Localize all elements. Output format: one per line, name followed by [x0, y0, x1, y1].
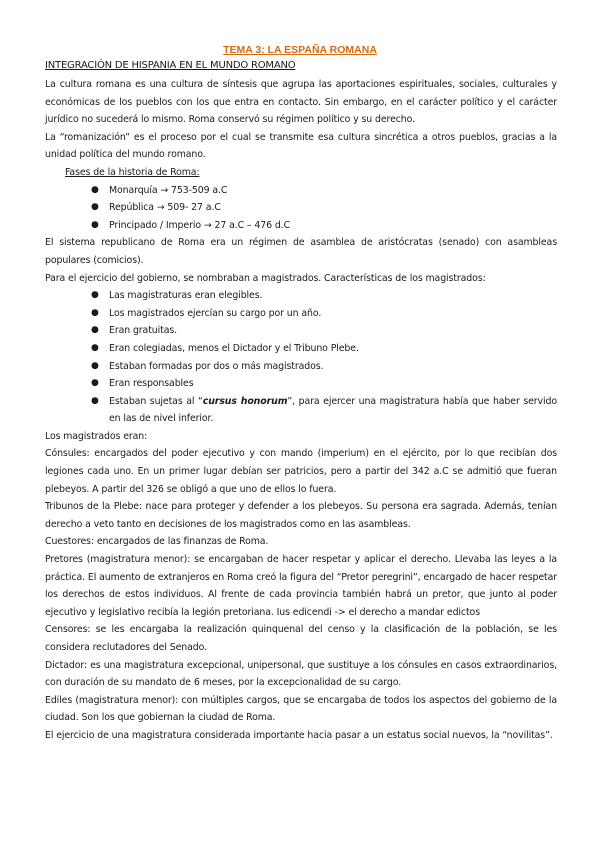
censores-paragraph: Censores: se les encargaba la realización quinquenal del censo y la clasificación de la población, se les considera reclutadores del Senado. — [45, 624, 557, 653]
dictador-paragraph: Dictador: es una magistratura excepcional, unipersonal, que sustituye a los cónsules en casos extraordinarios, con duración de su mandato de 6 meses, por la excepcionalidad de su cargo. — [45, 659, 557, 689]
intro-paragraph-1: La cultura romana es una cultura de síntesis que agrupa las aportaciones espirituales, sociales, culturales y económicas de los pueblos con los que entra en contacto. Sin embargo, en el carácter político y el carácter jurídico no sucederá lo mismo. Roma conservó su régimen político y su derecho. — [45, 79, 557, 126]
list-item: ● Eran gratuitas. — [45, 322, 557, 340]
bullet-icon: ● — [91, 342, 99, 353]
novilitas-paragraph: El ejercicio de una magistratura considerada importante hacia pasar a un estatus social nuevos, la “novilitas”. — [45, 729, 553, 741]
page-title: TEMA 3: LA ESPAÑA ROMANA — [223, 44, 377, 56]
cuestores-paragraph: Cuestores: encargados de las finanzas de Roma. — [45, 536, 269, 548]
cursus-honorum-term: cursus honorum — [202, 395, 288, 407]
list-item: ● Eran colegiadas, menos el Dictador y el Tribuno Plebe. — [45, 340, 557, 358]
bullet-icon: ● — [91, 202, 99, 213]
republic-paragraph: El sistema republicano de Roma era un régimen de asamblea de aristócratas (senado) con asambleas populares (comicios). — [45, 237, 557, 266]
body-text — [45, 76, 557, 745]
bullet-icon: ● — [91, 307, 99, 318]
bullet-icon: ● — [91, 395, 99, 406]
phases-title: Fases de la historia de Roma: — [65, 166, 200, 178]
bullet-icon: ● — [91, 378, 99, 389]
list-item: ● Monarquía → 753-509 a.C — [45, 182, 557, 200]
phases-list — [45, 182, 557, 235]
list-item: ● Los magistrados ejercían su cargo por un año. — [45, 305, 557, 323]
list-item: ● Las magistraturas eran elegibles. — [45, 287, 557, 305]
list-item: ● Estaban sujetas al “cursus honorum”, para ejercer una magistratura había que haber servido en las de nivel inferior. — [45, 393, 557, 428]
list-item: ● República → 509- 27 a.C — [45, 199, 557, 217]
list-item: ● Principado / Imperio → 27 a.C – 476 d.C — [45, 217, 557, 235]
tribunos-paragraph: Tribunos de la Plebe: nace para proteger y defender a los plebeyos. Su persona era sagrada. Además, tenían derecho a veto tanto en decisiones de los magistrados como en las asambleas. — [45, 501, 557, 530]
list-item: ● Eran responsables — [45, 375, 557, 393]
bullet-icon: ● — [91, 290, 99, 301]
pretores-paragraph: Pretores (magistratura menor): se encargaban de hacer respetar y aplicar el derecho. Llevaba las leyes a la práctica. El aumento de extranjeros en Roma creó la figura del “Pretor peregrini”, encargado de hacer respetar los derechos de estos individuos. Al frente de cada provincia también habrá un pretor, que junto al poder ejecutivo y legislativo recibía la legión pretoriana. Ius edicendi -> el derecho a mandar edictos — [45, 554, 557, 618]
magistrates-list-intro: Los magistrados eran: — [45, 430, 148, 442]
bullet-icon: ● — [91, 219, 99, 230]
bullet-icon: ● — [91, 360, 99, 371]
bullet-icon: ● — [91, 184, 99, 195]
intro-paragraph-2: La “romanización” es el proceso por el cual se transmite esa cultura sincrética a otros pueblos, gracias a la unidad política del mundo romano. — [45, 131, 557, 161]
section-heading: INTEGRACIÓN DE HISPANIA EN EL MUNDO ROMANO — [45, 60, 296, 71]
magistrates-intro: Para el ejercicio del gobierno, se nombraban a magistrados. Características de los magistrados: — [45, 272, 486, 284]
consules-paragraph: Cónsules: encargados del poder ejecutivo y con mando (imperium) en el ejército, por lo que recibían dos legiones cada uno. En un primer lugar debían ser patricios, pero a partir del 342 a.C se admitió que fueran plebeyos. A partir del 326 se obligó a que uno de ellos lo fuera. — [45, 448, 557, 495]
ediles-paragraph: Ediles (magistratura menor): con múltiples cargos, que se encargaba de todos los aspectos del gobierno de la ciudad. Son los que gobiernan la ciudad de Roma. — [45, 694, 557, 724]
list-item: ● Estaban formadas por dos o más magistrados. — [45, 358, 557, 376]
bullet-icon: ● — [91, 325, 99, 336]
features-list — [45, 287, 557, 428]
